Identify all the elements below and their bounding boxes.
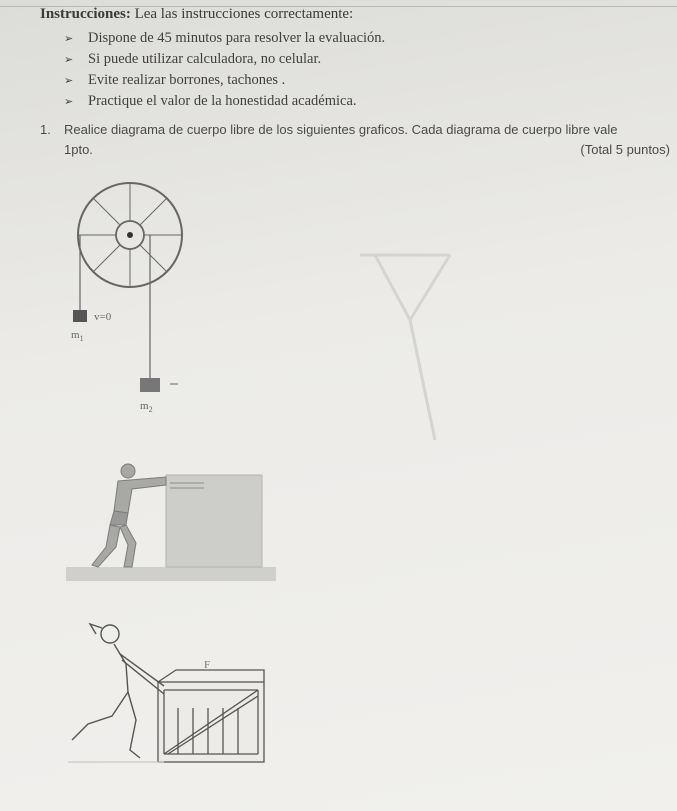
floor — [66, 567, 276, 581]
question-text: Realice diagrama de cuerpo libre de los siguientes graficos. Cada diagrama de cuerpo libre vale — [64, 122, 618, 137]
girl-figure — [72, 624, 164, 758]
faint-hanging-support-figure — [350, 235, 470, 455]
mass-2-label: $m_2$ — [140, 400, 153, 415]
pulley-figure — [60, 180, 200, 420]
question-value: 1pto. — [64, 142, 93, 157]
instructions-subtitle: Lea las instrucciones correctamente: — [134, 6, 354, 22]
arrow-bullet-icon: ➢ — [64, 53, 74, 66]
instruction-item: ➢ Practique el valor de la honestidad académica. — [64, 91, 385, 112]
mass-2-block — [140, 378, 160, 392]
instructions-title: Instrucciones: — [40, 6, 131, 22]
instructions-heading — [40, 6, 353, 23]
instructions-list — [64, 28, 385, 112]
pulley-spoke — [140, 198, 167, 225]
mass-1-label: $m_1$ — [71, 329, 84, 344]
arrow-bullet-icon: ➢ — [64, 95, 74, 108]
question-number: 1. — [40, 122, 51, 137]
arrow-bullet-icon: ➢ — [64, 32, 74, 45]
crate — [158, 670, 264, 762]
instruction-item: ➢ Dispone de 45 minutos para resolver la evaluación. — [64, 28, 385, 49]
box — [166, 475, 262, 567]
girl-pushing-crate-figure — [68, 620, 278, 770]
force-label: F — [204, 659, 211, 671]
pulley-spoke — [93, 245, 120, 272]
person-pushing-box-figure — [66, 455, 276, 585]
person-silhouette — [92, 464, 166, 567]
pulley-axle — [127, 232, 133, 238]
arrow-bullet-icon: ➢ — [64, 74, 74, 87]
instruction-item: ➢ Evite realizar borrones, tachones . — [64, 70, 385, 91]
pulley-spoke — [93, 198, 120, 225]
question-total: (Total 5 puntos) — [580, 142, 670, 157]
velocity-label: v=0 — [94, 311, 112, 323]
pulley-spoke — [140, 245, 167, 272]
mass-1-block — [73, 310, 87, 322]
instruction-item: ➢ Si puede utilizar calculadora, no celular. — [64, 49, 385, 70]
